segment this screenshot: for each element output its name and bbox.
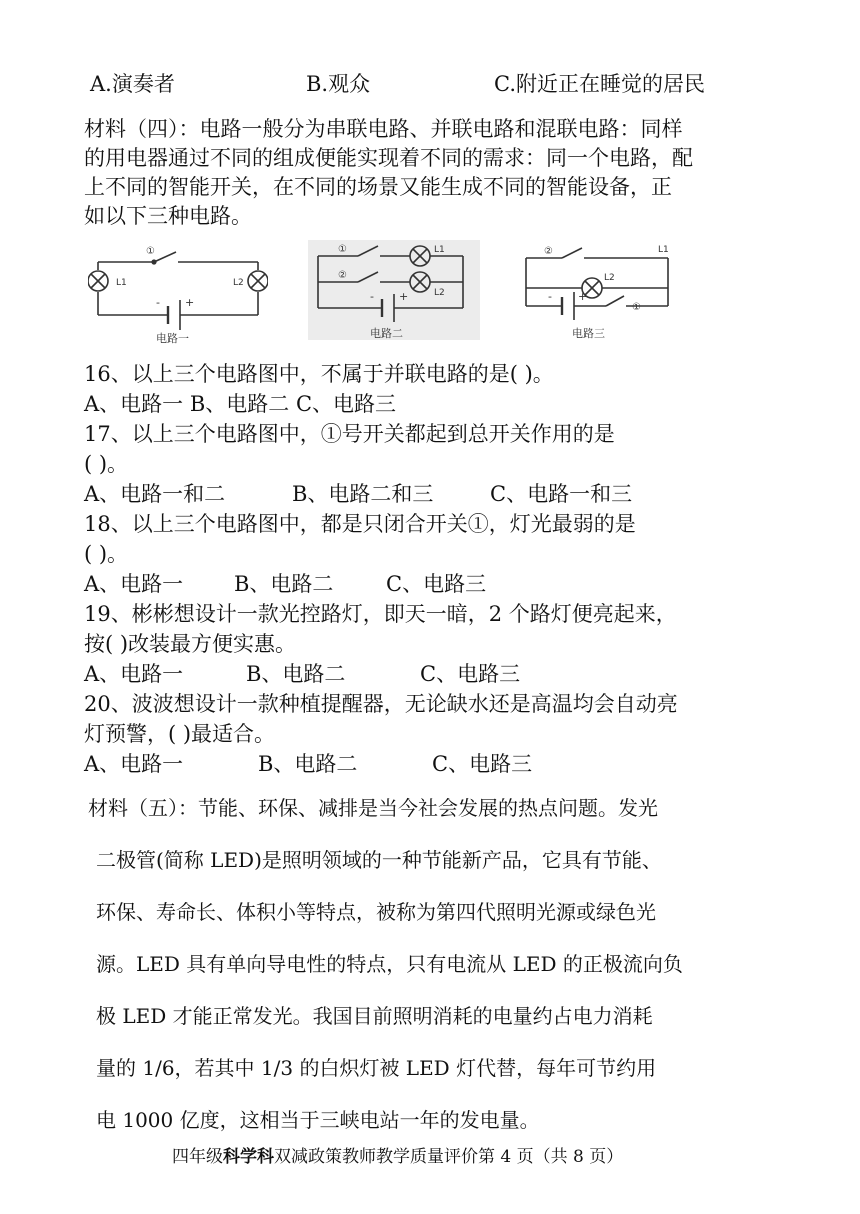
circuit-3-switch-label: ①	[632, 302, 641, 313]
question-17: 17、以上三个电路图中，①号开关都起到总开关作用的是	[84, 422, 615, 446]
circuit-2-caption: 电路二	[370, 327, 403, 340]
circuit-3-lamp-label: L2	[604, 273, 615, 283]
circuit-2-lamp-label: L1	[434, 245, 445, 255]
circuit-2-diagram	[308, 240, 480, 345]
question-17-blank: ( )。	[84, 452, 129, 476]
circuit-2-switch-label: ②	[338, 270, 347, 281]
circuit-2-lamp-label: L2	[434, 288, 445, 298]
material-5-line: 材料（五）：节能、环保、减排是当今社会发展的热点问题。发光	[88, 796, 658, 820]
question-20-option-b: B、电路二	[258, 752, 358, 776]
question-17-option-b: B、电路二和三	[292, 482, 434, 506]
question-17-option-a: A、电路一和二	[84, 482, 226, 506]
circuit-1-battery-minus: -	[156, 296, 160, 309]
circuit-1-lamp-label: L1	[116, 278, 127, 288]
material-4-line: 材料（四）：电路一般分为串联电路、并联电路和混联电路：同样	[84, 117, 683, 141]
circuit-1-switch-label: ①	[146, 246, 155, 257]
circuit-1-diagram	[88, 240, 268, 345]
question-18-option-c: C、电路三	[386, 572, 487, 596]
material-4-line: 如以下三种电路。	[84, 204, 252, 228]
q15-option-c: C.附近正在睡觉的居民	[494, 72, 705, 96]
circuit-3-lamp-label: L1	[658, 245, 669, 255]
question-17-option-c: C、电路一和三	[490, 482, 633, 506]
material-4-line: 上不同的智能开关，在不同的场景又能生成不同的智能设备，正	[84, 175, 672, 199]
question-16-options: A、电路一 B、电路二 C、电路三	[84, 392, 397, 416]
circuit-3-battery-minus: -	[548, 290, 552, 303]
footer-page-info: 双减政策教师教学质量评价第 4 页（共 8 页）	[274, 1147, 624, 1167]
footer-grade: 四年级	[172, 1147, 223, 1167]
q15-option-a: A.演奏者	[90, 72, 175, 96]
question-20-option-c: C、电路三	[432, 752, 533, 776]
question-16: 16、以上三个电路图中，不属于并联电路的是( )。	[84, 362, 554, 386]
question-19-option-b: B、电路二	[246, 662, 346, 686]
question-19-option-a: A、电路一	[84, 662, 184, 686]
circuit-3-caption: 电路三	[572, 327, 605, 340]
material-5-line: 二极管(简称 LED)是照明领域的一种节能新产品，它具有节能、	[96, 848, 662, 872]
circuit-3-battery-plus: +	[578, 290, 588, 303]
question-19: 19、彬彬想设计一款光控路灯，即天一暗，2 个路灯便亮起来，	[84, 602, 677, 626]
circuit-2-battery-plus: +	[399, 290, 409, 303]
question-18-option-b: B、电路二	[234, 572, 334, 596]
circuit-1-battery-plus: +	[185, 296, 195, 309]
material-5-line: 极 LED 才能正常发光。我国目前照明消耗的电量约占电力消耗	[96, 1004, 653, 1028]
circuit-1-caption: 电路一	[156, 332, 189, 345]
footer-subject: 科学科	[223, 1147, 274, 1167]
circuit-1-lamp-label: L2	[233, 278, 244, 288]
material-5-line: 环保、寿命长、体积小等特点，被称为第四代照明光源或绿色光	[96, 900, 656, 924]
question-18: 18、以上三个电路图中，都是只闭合开关①，灯光最弱的是	[84, 512, 636, 536]
question-18-blank: ( )。	[84, 542, 129, 566]
question-18-option-a: A、电路一	[84, 572, 184, 596]
circuit-2-switch-label: ①	[338, 244, 347, 255]
page-footer	[172, 1142, 623, 1167]
circuit-3-diagram	[518, 240, 682, 345]
question-19-line-2: 按( )改装最方便实惠。	[84, 632, 297, 656]
question-20-option-a: A、电路一	[84, 752, 184, 776]
circuit-3-switch-label: ②	[544, 246, 553, 257]
material-5-line: 电 1000 亿度，这相当于三峡电站一年的发电量。	[96, 1108, 540, 1132]
material-4-line: 的用电器通过不同的组成便能实现着不同的需求：同一个电路，配	[84, 146, 693, 170]
question-19-option-c: C、电路三	[420, 662, 521, 686]
q15-option-b: B.观众	[306, 72, 371, 96]
circuit-2-battery-minus: -	[370, 290, 374, 303]
question-20-line-2: 灯预警，( )最适合。	[84, 722, 276, 746]
material-5-line: 源。LED 具有单向导电性的特点，只有电流从 LED 的正极流向负	[96, 952, 683, 976]
material-5-line: 量的 1/6，若其中 1/3 的白炽灯被 LED 灯代替，每年可节约用	[96, 1056, 657, 1080]
question-20: 20、波波想设计一款种植提醒器，无论缺水还是高温均会自动亮	[84, 692, 678, 716]
